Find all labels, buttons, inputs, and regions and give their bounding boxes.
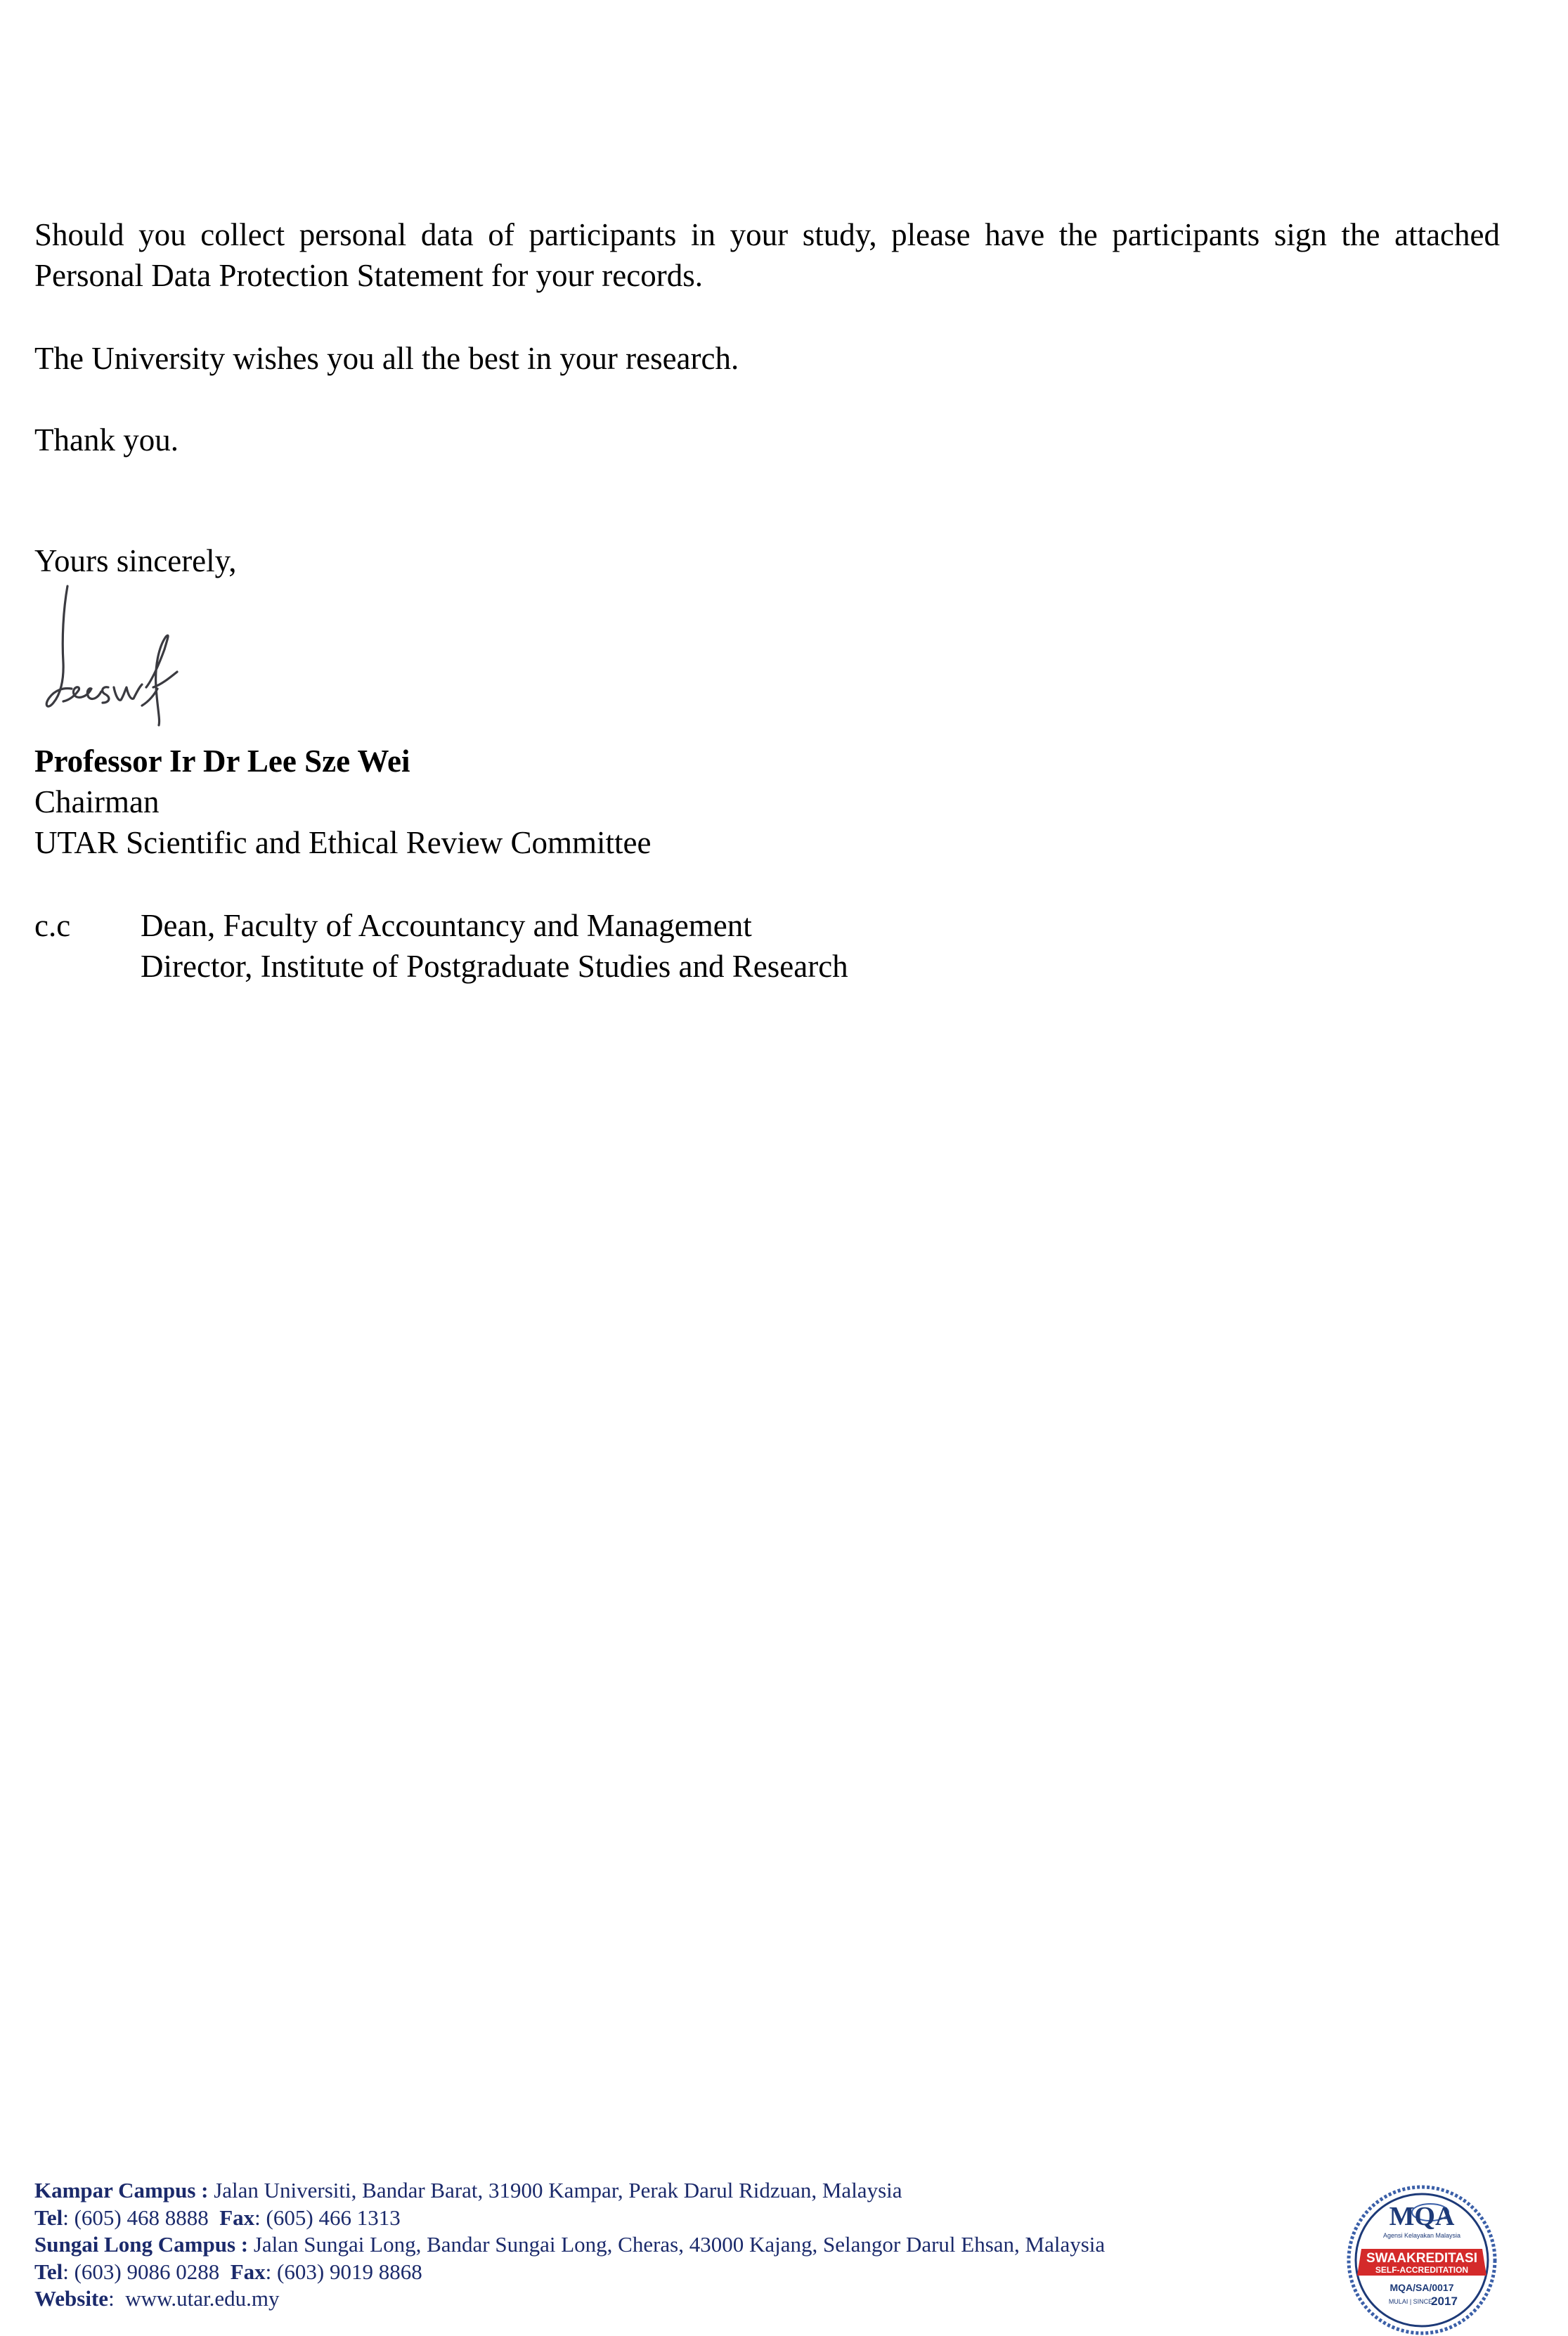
footer-sungai-long-phone: Tel: (603) 9086 0288 Fax: (603) 9019 8868 [34,2259,422,2284]
footer-kampar-address: Kampar Campus : Jalan Universiti, Bandar Barat, 31900 Kampar, Perak Darul Ridzuan, Malaysia [34,2178,902,2202]
svg-text:Agensi Kelayakan Malaysia: Agensi Kelayakan Malaysia [1382,2232,1461,2239]
svg-text:SELF-ACCREDITATION: SELF-ACCREDITATION [1375,2265,1469,2275]
handwritten-signature-icon [35,582,190,729]
paragraph-personal-data: Should you collect personal data of participants in your study, please have the participants sign the attached Personal Data Protection Statement for your records. [34,217,1500,293]
svg-text:MULAI | SINCE: MULAI | SINCE [1388,2298,1433,2305]
footer-sungai-long-address: Sungai Long Campus : Jalan Sungai Long, Bandar Sungai Long, Cheras, 43000 Kajang, Selangor Darul Ehsan, Malaysia [34,2232,1106,2257]
svg-text:MQA: MQA [1389,2202,1455,2231]
signer-block [34,741,651,863]
signer-committee: UTAR Scientific and Ethical Review Committee [34,825,652,860]
signer-name: Professor Ir Dr Lee Sze Wei [34,744,410,779]
closing-salutation: Yours sincerely, [34,543,237,578]
paragraph-best-wishes: The University wishes you all the best in your research. [34,341,739,376]
cc-label: c.c [34,908,71,943]
cc-recipient-list [141,905,1125,987]
svg-text:SWAAKREDITASI: SWAAKREDITASI [1366,2251,1477,2266]
footer-website: Website: www.utar.edu.my [34,2286,280,2311]
footer-contact [34,2177,1300,2313]
website-link[interactable]: www.utar.edu.my [125,2286,280,2311]
paragraph-thanks: Thank you. [34,422,179,458]
cc-recipient-dean: Dean, Faculty of Accountancy and Management [141,908,752,943]
mqa-accreditation-seal-icon [1346,2184,1498,2336]
signer-title: Chairman [34,784,160,819]
svg-text:MQA/SA/0017: MQA/SA/0017 [1389,2282,1454,2293]
footer-kampar-phone: Tel: (605) 468 8888 Fax: (605) 466 1313 [34,2205,401,2230]
svg-text:2017: 2017 [1431,2295,1458,2308]
cc-recipient-director: Director, Institute of Postgraduate Studies and Research [141,949,848,984]
